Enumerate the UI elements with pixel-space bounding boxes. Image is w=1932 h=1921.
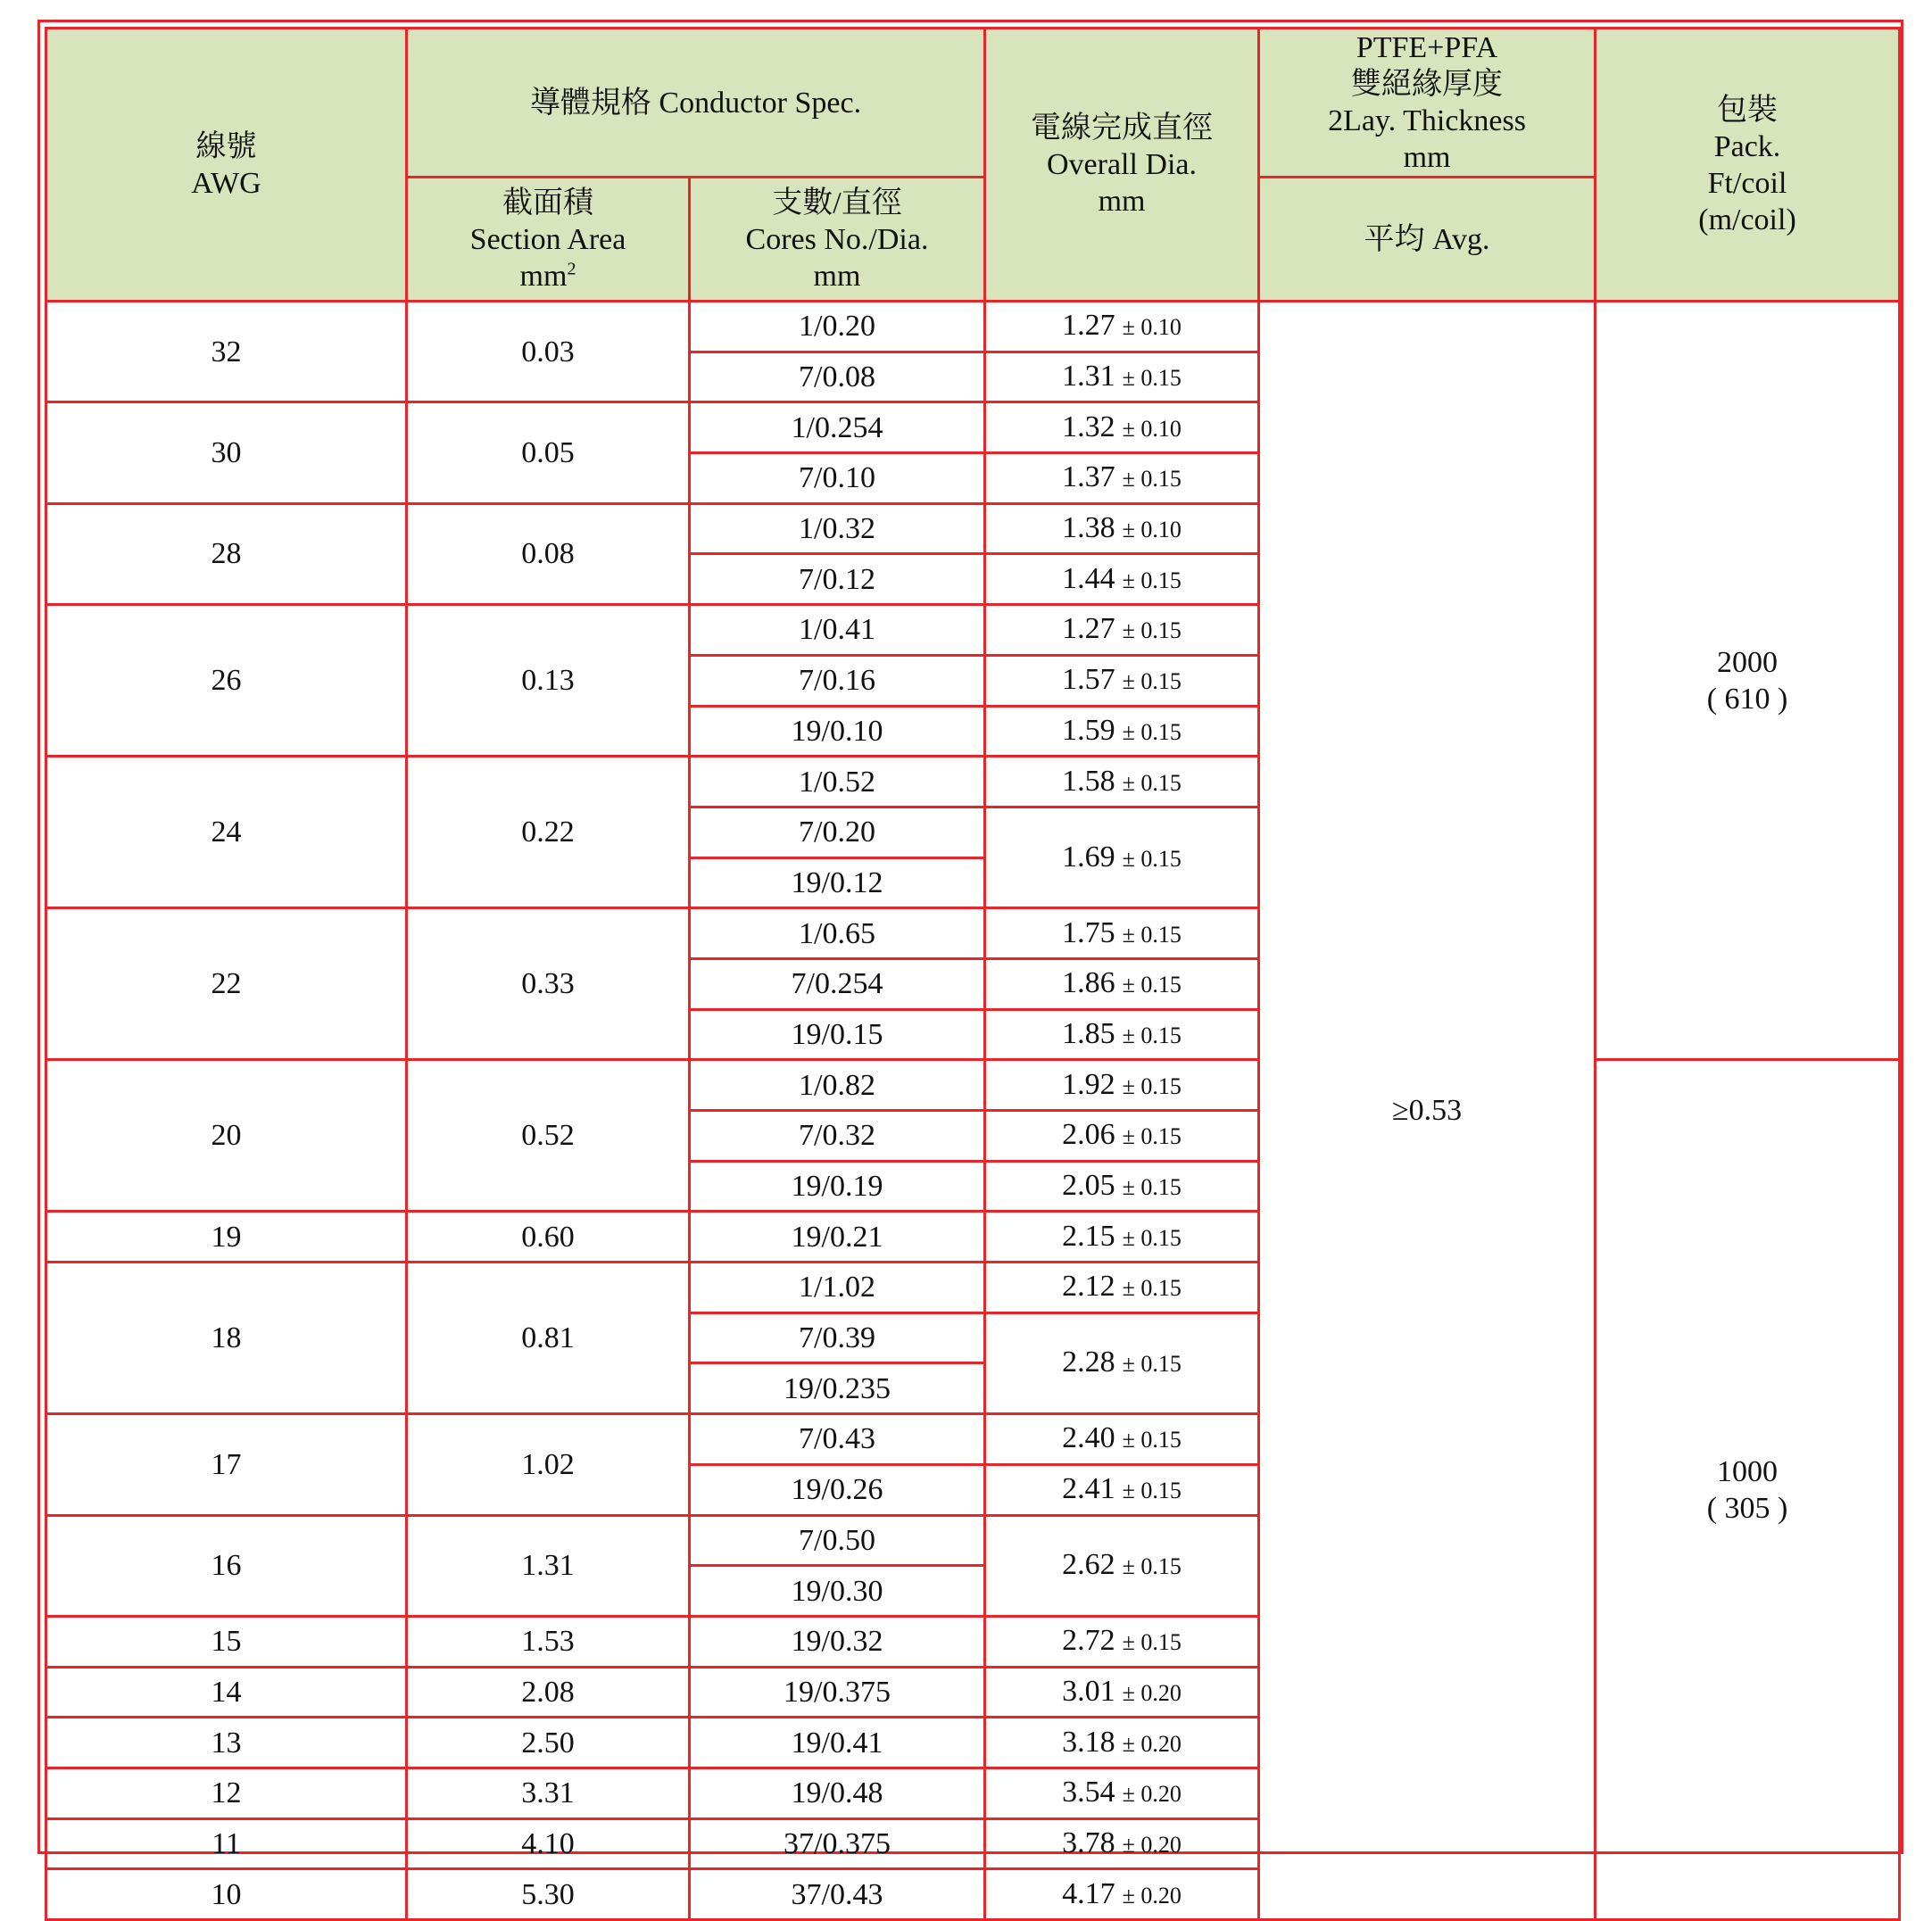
tolerance-value: ± 0.15 [1122, 1553, 1182, 1580]
overall-dia-cell [985, 958, 1259, 1009]
header-conductor-spec: 導體規格 Conductor Spec. [407, 29, 985, 178]
section-area-cell: 0.52 [407, 1060, 690, 1212]
overall-dia-value: 1.69 [1062, 840, 1115, 874]
pack-ft-value: 2000 [1717, 645, 1779, 679]
overall-dia-cell [985, 1768, 1259, 1818]
awg-cell: 20 [46, 1060, 407, 1212]
overall-dia-cell [985, 402, 1259, 453]
overall-dia-value: 1.27 [1062, 309, 1115, 343]
header-overall-dia: 電線完成直徑 Overall Dia. mm [985, 29, 1259, 302]
overall-dia-cell [985, 1464, 1259, 1515]
overall-dia-value: 3.78 [1062, 1826, 1115, 1859]
overall-dia-value: 2.15 [1062, 1219, 1115, 1253]
overall-dia-cell [985, 1060, 1259, 1111]
overall-dia-cell [985, 655, 1259, 706]
overall-dia-value: 2.62 [1062, 1548, 1115, 1582]
awg-cell: 16 [46, 1515, 407, 1616]
overall-dia-cell [985, 1414, 1259, 1465]
tolerance-value: ± 0.15 [1122, 769, 1182, 796]
overall-dia-cell [985, 1312, 1259, 1413]
tolerance-value: ± 0.15 [1122, 1123, 1182, 1150]
cores-cell: 1/0.32 [690, 503, 985, 554]
header-section-area: 截面積 Section Area $mm^2$ [407, 178, 690, 302]
table-row [46, 302, 1900, 352]
overall-dia-value: 3.01 [1062, 1674, 1115, 1708]
overall-dia-value: 1.85 [1062, 1016, 1115, 1050]
cores-cell: 7/0.16 [690, 655, 985, 706]
overall-dia-value: 4.17 [1062, 1876, 1115, 1910]
section-area-cell: 5.30 [407, 1869, 690, 1920]
overall-dia-value: 1.44 [1062, 561, 1115, 595]
overall-dia-value: 1.92 [1062, 1067, 1115, 1101]
section-area-cell: 4.10 [407, 1818, 690, 1869]
tolerance-value: ± 0.20 [1122, 1882, 1182, 1909]
section-area-cell: 1.31 [407, 1515, 690, 1616]
cores-cell: 19/0.12 [690, 857, 985, 908]
cores-cell: 7/0.254 [690, 958, 985, 1009]
section-area-cell: 0.13 [407, 605, 690, 757]
cores-cell: 19/0.48 [690, 1768, 985, 1818]
cores-cell: 7/0.10 [690, 453, 985, 504]
overall-dia-cell [985, 1161, 1259, 1212]
tolerance-value: ± 0.15 [1122, 1275, 1182, 1302]
awg-cell: 18 [46, 1263, 407, 1414]
overall-dia-cell [985, 908, 1259, 959]
overall-dia-cell [985, 1616, 1259, 1667]
table-body [46, 302, 1900, 1920]
overall-dia-value: 2.72 [1062, 1624, 1115, 1658]
tolerance-value: ± 0.15 [1122, 921, 1182, 948]
cores-cell: 1/0.52 [690, 757, 985, 807]
awg-cell: 13 [46, 1718, 407, 1768]
overall-dia-value: 2.12 [1062, 1270, 1115, 1304]
overall-dia-cell [985, 503, 1259, 554]
overall-dia-value: 1.86 [1062, 966, 1115, 1000]
overall-dia-value: 1.57 [1062, 663, 1115, 697]
awg-cell: 12 [46, 1768, 407, 1818]
cores-cell: 19/0.26 [690, 1464, 985, 1515]
tolerance-value: ± 0.15 [1122, 668, 1182, 695]
section-area-cell: 1.53 [407, 1616, 690, 1667]
cores-cell: 7/0.39 [690, 1312, 985, 1363]
section-area-cell: 2.08 [407, 1667, 690, 1718]
overall-dia-value: 1.31 [1062, 360, 1115, 393]
awg-cell: 28 [46, 503, 407, 604]
awg-cell: 24 [46, 757, 407, 908]
cores-cell: 1/0.82 [690, 1060, 985, 1111]
awg-cell: 19 [46, 1212, 407, 1263]
thickness-avg-cell: ≥0.53 [1259, 302, 1596, 1920]
table-row [46, 1060, 1900, 1111]
tolerance-value: ± 0.15 [1122, 1072, 1182, 1099]
tolerance-value: ± 0.15 [1122, 1427, 1182, 1453]
tolerance-value: ± 0.10 [1122, 517, 1182, 543]
section-area-cell: 3.31 [407, 1768, 690, 1818]
header-thickness: PTFE+PFA 雙絕緣厚度 2Lay. Thickness mm [1259, 29, 1596, 178]
section-area-cell: 0.60 [407, 1212, 690, 1263]
overall-dia-cell [985, 1667, 1259, 1718]
cores-cell: 37/0.375 [690, 1818, 985, 1869]
awg-cell: 14 [46, 1667, 407, 1718]
section-area-cell: 0.33 [407, 908, 690, 1060]
cores-cell: 7/0.08 [690, 352, 985, 402]
header-awg: 線號 AWG [46, 29, 407, 302]
overall-dia-value: 2.40 [1062, 1421, 1115, 1455]
overall-dia-cell [985, 807, 1259, 907]
cores-cell: 7/0.20 [690, 807, 985, 857]
overall-dia-cell [985, 1212, 1259, 1263]
tolerance-value: ± 0.15 [1122, 365, 1182, 392]
awg-cell: 11 [46, 1818, 407, 1869]
tolerance-value: ± 0.10 [1122, 314, 1182, 341]
cores-cell: 37/0.43 [690, 1869, 985, 1920]
cores-cell: 19/0.21 [690, 1212, 985, 1263]
cores-cell: 19/0.32 [690, 1616, 985, 1667]
overall-dia-cell [985, 453, 1259, 504]
awg-cell: 10 [46, 1869, 407, 1920]
awg-cell: 30 [46, 402, 407, 503]
overall-dia-value: 1.32 [1062, 410, 1115, 443]
pack-m-value: ( 610 ) [1706, 682, 1788, 716]
overall-dia-cell [985, 1515, 1259, 1616]
overall-dia-value: 3.18 [1062, 1725, 1115, 1759]
cores-cell: 1/1.02 [690, 1263, 985, 1313]
overall-dia-cell [985, 605, 1259, 656]
overall-dia-cell [985, 1009, 1259, 1060]
tolerance-value: ± 0.15 [1122, 1478, 1182, 1504]
section-area-cell: 0.05 [407, 402, 690, 503]
tolerance-value: ± 0.20 [1122, 1730, 1182, 1757]
header-thickness-avg: 平均 Avg. [1259, 178, 1596, 302]
overall-dia-value: 1.27 [1062, 612, 1115, 646]
overall-dia-value: 1.58 [1062, 764, 1115, 798]
section-area-cell: 1.02 [407, 1414, 690, 1515]
awg-cell: 22 [46, 908, 407, 1060]
pack-m-value: ( 305 ) [1706, 1491, 1788, 1525]
pack-cell [1596, 302, 1900, 1060]
overall-dia-value: 1.37 [1062, 460, 1115, 494]
cores-cell: 19/0.375 [690, 1667, 985, 1718]
tolerance-value: ± 0.15 [1122, 1174, 1182, 1201]
overall-dia-cell [985, 757, 1259, 807]
cores-cell: 1/0.41 [690, 605, 985, 656]
awg-cell: 32 [46, 302, 407, 402]
overall-dia-cell [985, 554, 1259, 605]
overall-dia-value: 1.59 [1062, 713, 1115, 747]
overall-dia-value: 1.38 [1062, 511, 1115, 545]
overall-dia-cell [985, 1869, 1259, 1920]
tolerance-value: ± 0.15 [1122, 1022, 1182, 1048]
cores-cell: 1/0.20 [690, 302, 985, 352]
section-area-cell: 2.50 [407, 1718, 690, 1768]
cores-cell: 1/0.254 [690, 402, 985, 453]
awg-cell: 15 [46, 1616, 407, 1667]
tolerance-value: ± 0.20 [1122, 1781, 1182, 1808]
cores-cell: 19/0.30 [690, 1566, 985, 1617]
header-pack: 包裝 Pack. Ft/coil (m/coil) [1596, 29, 1900, 302]
overall-dia-value: 2.06 [1062, 1118, 1115, 1152]
tolerance-value: ± 0.10 [1122, 415, 1182, 442]
pack-cell [1596, 1060, 1900, 1920]
overall-dia-value: 3.54 [1062, 1776, 1115, 1809]
tolerance-value: ± 0.15 [1122, 1224, 1182, 1251]
overall-dia-cell [985, 1818, 1259, 1869]
tolerance-value: ± 0.15 [1122, 845, 1182, 872]
header-cores: 支數/直徑 Cores No./Dia. mm [690, 178, 985, 302]
cores-cell: 7/0.43 [690, 1414, 985, 1465]
cores-cell: 19/0.19 [690, 1161, 985, 1212]
cores-cell: 7/0.50 [690, 1515, 985, 1566]
tolerance-value: ± 0.15 [1122, 617, 1182, 644]
section-area-cell: 0.03 [407, 302, 690, 402]
awg-cell: 26 [46, 605, 407, 757]
tolerance-value: ± 0.15 [1122, 1351, 1182, 1378]
overall-dia-value: 1.75 [1062, 915, 1115, 949]
cores-cell: 19/0.235 [690, 1363, 985, 1414]
cores-cell: 7/0.32 [690, 1111, 985, 1162]
awg-spec-table [45, 27, 1901, 1921]
awg-cell: 17 [46, 1414, 407, 1515]
overall-dia-value: 2.28 [1062, 1346, 1115, 1379]
overall-dia-cell [985, 1111, 1259, 1162]
cores-cell: 19/0.41 [690, 1718, 985, 1768]
overall-dia-cell [985, 706, 1259, 757]
overall-dia-cell [985, 1718, 1259, 1768]
overall-dia-cell [985, 352, 1259, 402]
table-header [46, 29, 1900, 302]
overall-dia-value: 2.05 [1062, 1169, 1115, 1203]
cores-cell: 19/0.15 [690, 1009, 985, 1060]
cores-cell: 1/0.65 [690, 908, 985, 959]
section-area-cell: 0.22 [407, 757, 690, 908]
tolerance-value: ± 0.15 [1122, 972, 1182, 998]
tolerance-value: ± 0.20 [1122, 1679, 1182, 1706]
tolerance-value: ± 0.15 [1122, 1629, 1182, 1656]
section-area-cell: 0.81 [407, 1263, 690, 1414]
overall-dia-cell [985, 1263, 1259, 1313]
tolerance-value: ± 0.15 [1122, 718, 1182, 745]
overall-dia-value: 2.41 [1062, 1472, 1115, 1506]
cores-cell: 7/0.12 [690, 554, 985, 605]
section-area-cell: 0.08 [407, 503, 690, 604]
pack-ft-value: 1000 [1717, 1454, 1779, 1488]
overall-dia-cell [985, 302, 1259, 352]
tolerance-value: ± 0.15 [1122, 567, 1182, 593]
tolerance-value: ± 0.20 [1122, 1831, 1182, 1858]
tolerance-value: ± 0.15 [1122, 466, 1182, 493]
cores-cell: 19/0.10 [690, 706, 985, 757]
